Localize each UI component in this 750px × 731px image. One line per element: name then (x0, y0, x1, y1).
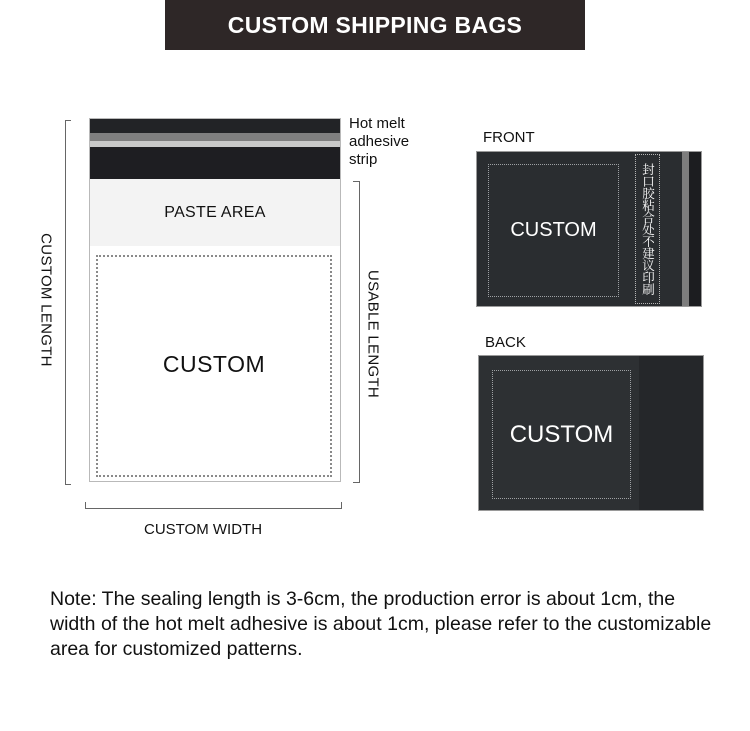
front-custom-area (488, 164, 619, 297)
adhesive-strip-dark-bottom (90, 147, 340, 179)
strip-label-line-3: strip (349, 151, 378, 168)
usable-length-line (359, 181, 360, 483)
custom-print-label: CUSTOM (162, 350, 266, 377)
custom-length-cap-top (65, 120, 71, 121)
title-banner (165, 0, 585, 50)
paste-area (90, 179, 340, 246)
custom-width-cap-right (341, 502, 342, 509)
front-custom-label: CUSTOM (510, 219, 597, 241)
usable-length-label: USABLE LENGTH (364, 269, 382, 399)
back-bag (478, 355, 704, 511)
paste-area-label: PASTE AREA (164, 203, 266, 221)
page-title: CUSTOM SHIPPING BAGS (227, 11, 523, 38)
custom-width-line (85, 508, 342, 509)
custom-width-cap-left (85, 502, 86, 509)
front-strip-gray (682, 152, 689, 306)
custom-width-label: CUSTOM WIDTH (144, 521, 263, 538)
front-bag (476, 151, 702, 307)
strip-label-line-2: adhesive (349, 133, 410, 150)
note-text: Note: The sealing length is 3-6cm, the production error is about 1cm, the width of the hot melt adhesive is about 1cm, please refer to the customizable area for customized patterns. (50, 588, 712, 660)
seal-notice-text: 封口胶粘合处不建议印刷 (640, 163, 656, 295)
back-custom-area (492, 370, 631, 499)
back-custom-label: CUSTOM (509, 420, 614, 448)
custom-length-label: CUSTOM LENGTH (37, 233, 55, 367)
custom-print-area (96, 255, 332, 477)
custom-length-line (65, 120, 66, 485)
usable-length-cap-top (353, 181, 360, 182)
front-label: FRONT (483, 129, 535, 146)
main-bag (89, 118, 341, 482)
usable-length-cap-bottom (353, 482, 360, 483)
adhesive-strip-gray-1 (90, 133, 340, 141)
custom-length-cap-bottom (65, 484, 71, 485)
back-label: BACK (485, 334, 526, 351)
strip-label-line-1: Hot melt (349, 115, 405, 132)
adhesive-strip-dark-top (90, 119, 340, 133)
seal-notice-area (635, 154, 660, 304)
front-strip-dark (689, 152, 701, 306)
back-flap (639, 356, 703, 510)
